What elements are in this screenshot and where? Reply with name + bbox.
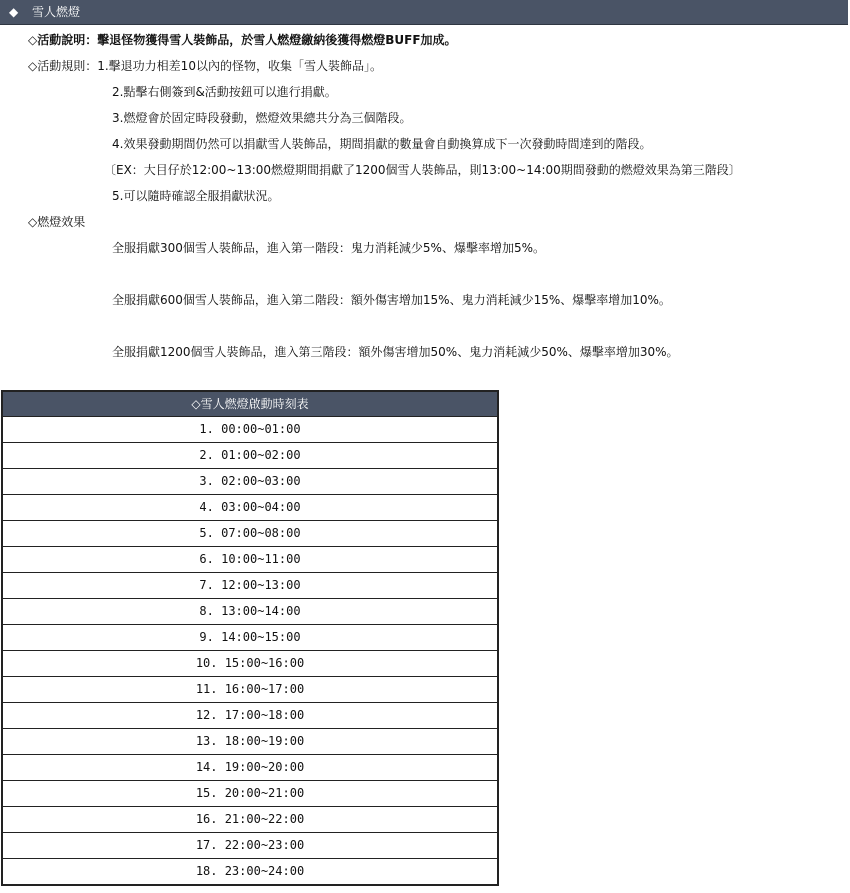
desc-text: 擊退怪物獲得雪人裝飾品，於雪人燃燈繳納後獲得燃燈BUFF加成。 bbox=[97, 33, 457, 47]
schedule-table-title: ◇雪人燃燈啟動時刻表 bbox=[3, 392, 497, 417]
table-row: 6. 10:00~11:00 bbox=[3, 547, 497, 573]
table-row: 7. 12:00~13:00 bbox=[3, 573, 497, 599]
schedule-table bbox=[1, 390, 499, 886]
table-row: 18. 23:00~24:00 bbox=[3, 859, 497, 884]
rule-2: 2.點擊右側簽到&活動按鈕可以進行捐獻。 bbox=[112, 85, 337, 99]
table-row: 11. 16:00~17:00 bbox=[3, 677, 497, 703]
table-row: 2. 01:00~02:00 bbox=[3, 443, 497, 469]
rule-5: 5.可以隨時確認全服捐獻狀況。 bbox=[112, 189, 280, 203]
section-header bbox=[0, 0, 848, 25]
effect-stage-3: 全服捐獻1200個雪人裝飾品，進入第三階段：額外傷害增加50%、鬼力消耗減少50%、爆擊率增加30%。 bbox=[112, 345, 679, 359]
rules-label: ◇活動規則： bbox=[28, 59, 98, 73]
table-row: 12. 17:00~18:00 bbox=[3, 703, 497, 729]
table-row: 17. 22:00~23:00 bbox=[3, 833, 497, 859]
table-row: 1. 00:00~01:00 bbox=[3, 417, 497, 443]
rule-3: 3.燃燈會於固定時段發動，燃燈效果總共分為三個階段。 bbox=[112, 111, 412, 125]
table-row: 9. 14:00~15:00 bbox=[3, 625, 497, 651]
table-row: 8. 13:00~14:00 bbox=[3, 599, 497, 625]
table-row: 10. 15:00~16:00 bbox=[3, 651, 497, 677]
table-row: 3. 02:00~03:00 bbox=[3, 469, 497, 495]
table-row: 5. 07:00~08:00 bbox=[3, 521, 497, 547]
desc-label: ◇活動說明： bbox=[28, 33, 98, 47]
table-row: 15. 20:00~21:00 bbox=[3, 781, 497, 807]
rule-4: 4.效果發動期間仍然可以捐獻雪人裝飾品，期間捐獻的數量會自動換算成下一次發動時間達到的階段。 bbox=[112, 137, 652, 151]
diamond-bullet-icon: ◆ bbox=[9, 5, 19, 19]
table-row: 4. 03:00~04:00 bbox=[3, 495, 497, 521]
table-row: 16. 21:00~22:00 bbox=[3, 807, 497, 833]
desc-line bbox=[28, 32, 457, 48]
effect-label: ◇燃燈效果 bbox=[28, 215, 86, 229]
effect-stage-1: 全服捐獻300個雪人裝飾品，進入第一階段：鬼力消耗減少5%、爆擊率增加5%。 bbox=[112, 241, 545, 255]
section-title: 雪人燃燈 bbox=[32, 5, 81, 19]
rule-1: 1.擊退功力相差10以內的怪物，收集「雪人裝飾品」。 bbox=[97, 59, 382, 73]
rules-line-1 bbox=[28, 58, 382, 74]
rule-example: 〔EX：大目仔於12:00~13:00燃燈期間捐獻了1200個雪人裝飾品，則13:00~14:00期間發動的燃燈效果為第三階段〕 bbox=[104, 163, 741, 177]
effect-stage-2: 全服捐獻600個雪人裝飾品，進入第二階段：額外傷害增加15%、鬼力消耗減少15%、爆擊率增加10%。 bbox=[112, 293, 671, 307]
table-row: 14. 19:00~20:00 bbox=[3, 755, 497, 781]
table-row: 13. 18:00~19:00 bbox=[3, 729, 497, 755]
